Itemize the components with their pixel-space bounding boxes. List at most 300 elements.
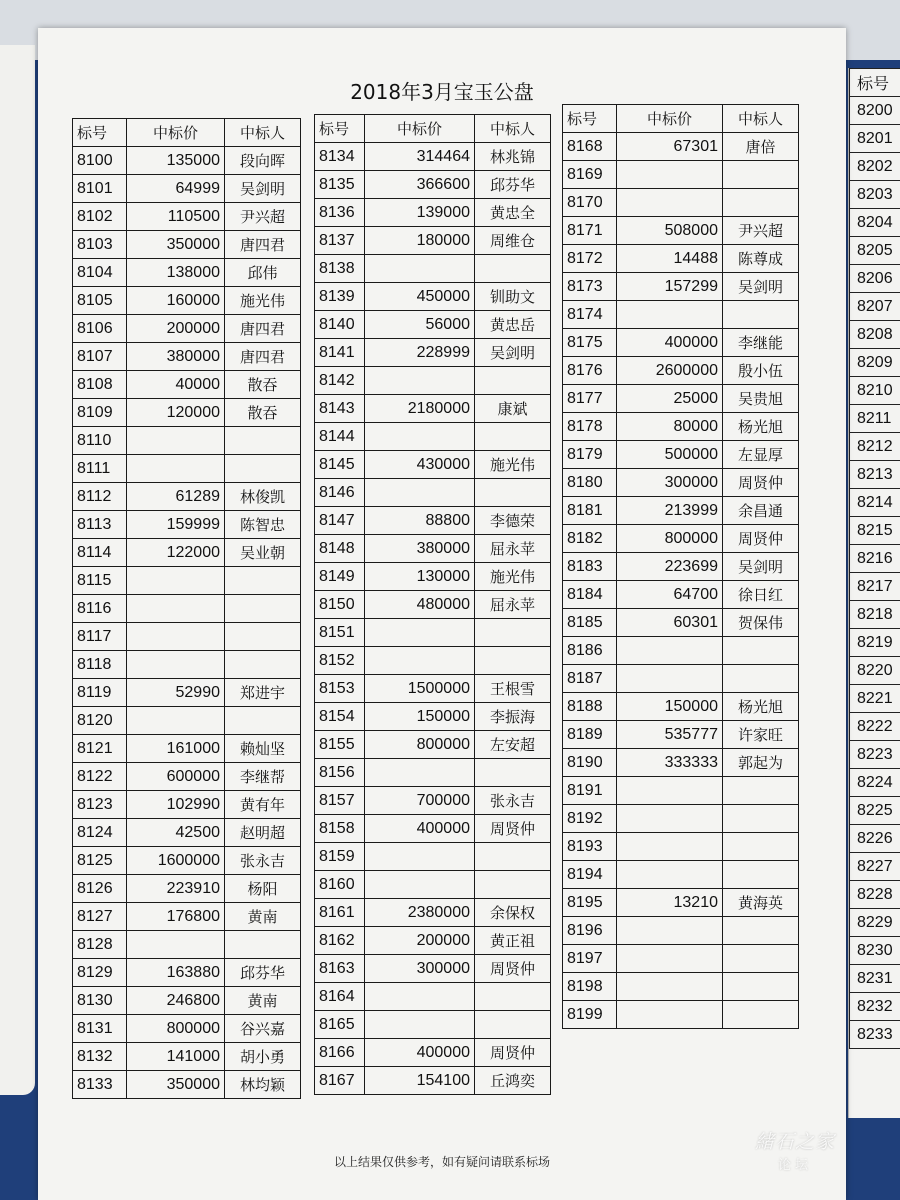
lot-number-cell: 8113 [73,511,127,539]
table-row [563,133,799,161]
winning-price-cell [617,861,723,889]
lot-number-cell: 8226 [850,825,900,853]
lot-number-cell: 8119 [73,679,127,707]
winning-price-cell: 180000 [365,227,475,255]
lot-number-cell: 8223 [850,741,900,769]
table-row [850,713,900,741]
table-row [850,209,900,237]
table-row [563,217,799,245]
winning-price-cell: 80000 [617,413,723,441]
lot-number-cell: 8124 [73,819,127,847]
lot-number-cell: 8179 [563,441,617,469]
winner-name-cell [475,843,551,871]
table-row [315,1067,551,1095]
table-row [563,665,799,693]
winning-price-cell [617,637,723,665]
winning-price-cell: 102990 [127,791,225,819]
table-row [315,563,551,591]
winner-name-cell [475,367,551,395]
winner-name-cell: 贺保伟 [723,609,799,637]
table-row [73,315,301,343]
table-row [850,769,900,797]
table-row [563,861,799,889]
header-price: 中标价 [127,119,225,147]
lot-number-cell: 8216 [850,545,900,573]
table-row [73,763,301,791]
watermark-line1: 緒石之家 [754,1131,835,1153]
winner-name-cell: 陈尊成 [723,245,799,273]
table-row [315,843,551,871]
table-row [73,595,301,623]
lot-number-cell: 8144 [315,423,365,451]
lot-number-cell: 8115 [73,567,127,595]
winning-price-cell: 508000 [617,217,723,245]
sheet-title: 2018年3月宝玉公盘 [350,80,534,104]
table-row [73,371,301,399]
winning-price-cell: 14488 [617,245,723,273]
lot-number-cell: 8176 [563,357,617,385]
table-row [563,385,799,413]
winning-price-cell [127,595,225,623]
winner-name-cell: 黄南 [225,903,301,931]
winning-price-cell [365,367,475,395]
winner-name-cell [723,833,799,861]
winner-name-cell: 段向晖 [225,147,301,175]
lot-number-cell: 8213 [850,461,900,489]
table-row [315,367,551,395]
table-row [563,189,799,217]
lot-number-cell: 8125 [73,847,127,875]
winner-name-cell [475,759,551,787]
winner-name-cell: 周贤仲 [723,525,799,553]
table-row [315,647,551,675]
winning-price-cell: 350000 [127,231,225,259]
table-row [850,405,900,433]
table-row [850,265,900,293]
table-row [850,433,900,461]
winner-name-cell: 散吞 [225,399,301,427]
lot-number-cell: 8210 [850,377,900,405]
lot-number-cell: 8160 [315,871,365,899]
table-row [73,567,301,595]
table-row [73,903,301,931]
winner-name-cell [475,1011,551,1039]
table-row [563,161,799,189]
table-row [315,395,551,423]
table-row [315,731,551,759]
table-row [315,507,551,535]
table-row [315,451,551,479]
lot-number-cell: 8225 [850,797,900,825]
table-row [315,927,551,955]
lot-number-cell: 8155 [315,731,365,759]
lot-number-cell: 8197 [563,945,617,973]
winning-price-cell [617,973,723,1001]
table-row [73,539,301,567]
winning-price-cell: 138000 [127,259,225,287]
table-row [315,899,551,927]
lot-number-cell: 8172 [563,245,617,273]
winning-price-cell [365,871,475,899]
winning-price-cell: 300000 [617,469,723,497]
table-row [850,489,900,517]
winning-price-cell: 333333 [617,749,723,777]
lot-number-cell: 8133 [73,1071,127,1099]
lot-number-cell: 8134 [315,143,365,171]
table-row [315,255,551,283]
winner-name-cell: 林俊凯 [225,483,301,511]
winning-price-cell [365,479,475,507]
winner-name-cell: 邱芬华 [225,959,301,987]
winning-price-cell: 800000 [365,731,475,759]
lot-number-cell: 8161 [315,899,365,927]
lot-number-cell: 8121 [73,735,127,763]
winner-name-cell: 钏助文 [475,283,551,311]
table-row [73,399,301,427]
table-row [315,703,551,731]
table-row [850,965,900,993]
table-row [73,1071,301,1099]
table-row [315,815,551,843]
lot-number-cell: 8132 [73,1043,127,1071]
winner-name-cell [723,189,799,217]
table-row [73,847,301,875]
lot-number-cell: 8117 [73,623,127,651]
winning-price-cell [617,917,723,945]
lot-number-cell: 8149 [315,563,365,591]
winning-price-cell: 141000 [127,1043,225,1071]
lot-number-cell: 8183 [563,553,617,581]
lot-number-cell: 8112 [73,483,127,511]
lot-number-cell: 8164 [315,983,365,1011]
table-row [73,791,301,819]
table-row [73,679,301,707]
table-row [563,833,799,861]
winning-price-cell: 200000 [127,315,225,343]
lot-number-cell: 8174 [563,301,617,329]
table-row [850,573,900,601]
table-row [73,819,301,847]
table-row [563,945,799,973]
winning-price-cell [127,707,225,735]
winning-price-cell: 64999 [127,175,225,203]
winning-price-cell [365,647,475,675]
table-row [850,601,900,629]
winning-price-cell: 700000 [365,787,475,815]
lot-number-cell: 8109 [73,399,127,427]
lot-number-cell: 8157 [315,787,365,815]
header-lot-number: 标号 [315,115,365,143]
winner-name-cell: 黄正祖 [475,927,551,955]
winner-name-cell: 黄有年 [225,791,301,819]
lot-number-cell: 8110 [73,427,127,455]
lot-number-cell: 8205 [850,237,900,265]
winning-price-cell: 2600000 [617,357,723,385]
table-row [563,721,799,749]
lot-number-cell: 8202 [850,153,900,181]
table-row [850,181,900,209]
winner-name-cell [723,805,799,833]
lot-number-cell: 8188 [563,693,617,721]
table-row [73,343,301,371]
winner-name-cell: 左显厚 [723,441,799,469]
winning-price-cell [617,777,723,805]
lot-number-cell: 8135 [315,171,365,199]
lot-number-cell: 8212 [850,433,900,461]
lot-number-cell: 8167 [315,1067,365,1095]
table-row [563,889,799,917]
lot-number-cell: 8204 [850,209,900,237]
lot-number-cell: 8194 [563,861,617,889]
winning-price-cell [127,455,225,483]
winner-name-cell [723,861,799,889]
table-row [563,329,799,357]
table-row [563,245,799,273]
lot-number-cell: 8180 [563,469,617,497]
winner-name-cell: 周贤仲 [475,955,551,983]
table-row [73,1015,301,1043]
lot-number-cell: 8229 [850,909,900,937]
winning-price-cell [127,567,225,595]
table-row [563,301,799,329]
winning-price-cell [365,619,475,647]
results-table-1 [72,118,301,1099]
winning-price-cell: 13210 [617,889,723,917]
winner-name-cell: 邱伟 [225,259,301,287]
winning-price-cell: 157299 [617,273,723,301]
table-row [850,825,900,853]
table-row [850,237,900,265]
winner-name-cell [723,917,799,945]
winner-name-cell: 吴剑明 [225,175,301,203]
table-row [850,517,900,545]
header-lot-number: 标号 [563,105,617,133]
winning-price-cell: 60301 [617,609,723,637]
winning-price-cell [617,665,723,693]
winner-name-cell: 许家旺 [723,721,799,749]
lot-number-cell: 8186 [563,637,617,665]
table-row [563,273,799,301]
lot-number-cell: 8147 [315,507,365,535]
winner-name-cell: 屈永苹 [475,535,551,563]
header-price: 中标价 [365,115,475,143]
lot-number-cell: 8182 [563,525,617,553]
table-row [850,153,900,181]
winning-price-cell [617,161,723,189]
table-row [73,175,301,203]
winning-price-cell: 56000 [365,311,475,339]
winner-name-cell: 唐四君 [225,315,301,343]
table-row [315,983,551,1011]
winning-price-cell: 300000 [365,955,475,983]
table-row [850,321,900,349]
winner-name-cell: 李德荣 [475,507,551,535]
lot-number-cell: 8181 [563,497,617,525]
lot-number-cell: 8227 [850,853,900,881]
table-row [850,545,900,573]
table-row [315,171,551,199]
lot-number-cell: 8178 [563,413,617,441]
table-row [850,97,900,125]
winner-name-cell [225,567,301,595]
winner-name-cell [475,647,551,675]
winning-price-cell: 228999 [365,339,475,367]
winning-price-cell [127,651,225,679]
lot-number-cell: 8170 [563,189,617,217]
winner-name-cell: 陈智忠 [225,511,301,539]
winning-price-cell: 139000 [365,199,475,227]
winner-name-cell: 周维仓 [475,227,551,255]
lot-number-cell: 8101 [73,175,127,203]
winning-price-cell: 380000 [127,343,225,371]
lot-number-cell: 8207 [850,293,900,321]
winner-name-cell: 胡小勇 [225,1043,301,1071]
winning-price-cell: 2380000 [365,899,475,927]
winner-name-cell: 施光伟 [475,563,551,591]
winning-price-cell: 1500000 [365,675,475,703]
winner-name-cell [475,983,551,1011]
winner-name-cell: 张永吉 [225,847,301,875]
lot-number-cell: 8185 [563,609,617,637]
lot-number-cell: 8159 [315,843,365,871]
results-sheet [38,28,846,1200]
lot-number-cell: 8190 [563,749,617,777]
lot-number-cell: 8211 [850,405,900,433]
winning-price-cell [617,189,723,217]
winning-price-cell: 223910 [127,875,225,903]
lot-number-cell: 8122 [73,763,127,791]
winning-price-cell: 61289 [127,483,225,511]
winning-price-cell [365,423,475,451]
table-row [850,629,900,657]
table-row [73,455,301,483]
winner-name-cell [475,423,551,451]
winning-price-cell: 450000 [365,283,475,311]
table-row [850,1021,900,1049]
winner-name-cell: 吴剑明 [723,273,799,301]
winning-price-cell: 163880 [127,959,225,987]
winner-name-cell: 黄忠全 [475,199,551,227]
table-row [315,759,551,787]
lot-number-cell: 8163 [315,955,365,983]
winner-name-cell [225,623,301,651]
table-row [315,339,551,367]
winner-name-cell: 唐四君 [225,343,301,371]
header-lot-number: 标号 [850,69,900,97]
header-winner: 中标人 [475,115,551,143]
winner-name-cell: 吴业朝 [225,539,301,567]
winning-price-cell: 64700 [617,581,723,609]
header-price: 中标价 [617,105,723,133]
winner-name-cell: 徐日红 [723,581,799,609]
lot-number-cell: 8192 [563,805,617,833]
winning-price-cell [365,983,475,1011]
winning-price-cell: 535777 [617,721,723,749]
winner-name-cell [225,455,301,483]
lot-number-cell: 8139 [315,283,365,311]
winner-name-cell: 林均颖 [225,1071,301,1099]
winning-price-cell: 213999 [617,497,723,525]
winner-name-cell: 唐四君 [225,231,301,259]
lot-number-cell: 8168 [563,133,617,161]
winning-price-cell [127,931,225,959]
table-row [73,287,301,315]
footer-note: 以上结果仅供参考，如有疑问请联系标场 [333,1155,550,1169]
winner-name-cell: 尹兴超 [723,217,799,245]
lot-number-cell: 8123 [73,791,127,819]
lot-number-cell: 8230 [850,937,900,965]
table-row [315,479,551,507]
lot-number-cell: 8158 [315,815,365,843]
lot-number-cell: 8136 [315,199,365,227]
winner-name-cell [475,479,551,507]
winning-price-cell: 154100 [365,1067,475,1095]
table-row [850,881,900,909]
table-row [563,917,799,945]
winning-price-cell: 430000 [365,451,475,479]
table-row [563,749,799,777]
winning-price-cell [365,255,475,283]
winning-price-cell: 52990 [127,679,225,707]
winning-price-cell: 314464 [365,143,475,171]
lot-number-cell: 8142 [315,367,365,395]
table-row [73,931,301,959]
table-row [563,553,799,581]
winner-name-cell: 吴贵旭 [723,385,799,413]
table-row [563,637,799,665]
lot-number-cell: 8199 [563,1001,617,1029]
table-row [315,311,551,339]
winning-price-cell: 150000 [365,703,475,731]
lot-number-cell: 8141 [315,339,365,367]
table-row [563,497,799,525]
winner-name-cell: 吴剑明 [475,339,551,367]
table-row [850,125,900,153]
winning-price-cell: 480000 [365,591,475,619]
winner-name-cell [475,255,551,283]
winning-price-cell: 1600000 [127,847,225,875]
winner-name-cell: 黄海英 [723,889,799,917]
table-row [73,259,301,287]
lot-number-cell: 8153 [315,675,365,703]
winning-price-cell [617,833,723,861]
winner-name-cell: 赖灿坚 [225,735,301,763]
winner-name-cell: 周贤仲 [723,469,799,497]
lot-number-cell: 8145 [315,451,365,479]
lot-number-cell: 8171 [563,217,617,245]
lot-number-cell: 8201 [850,125,900,153]
table-row [563,1001,799,1029]
lot-number-cell: 8217 [850,573,900,601]
winning-price-cell: 400000 [365,1039,475,1067]
winning-price-cell: 159999 [127,511,225,539]
winner-name-cell: 殷小伍 [723,357,799,385]
winning-price-cell [127,427,225,455]
table-row [73,147,301,175]
winner-name-cell: 周贤仲 [475,1039,551,1067]
lot-number-cell: 8130 [73,987,127,1015]
lot-number-cell: 8151 [315,619,365,647]
results-table-2 [314,114,551,1095]
table-row [73,735,301,763]
winning-price-cell: 200000 [365,927,475,955]
table-row [73,483,301,511]
header-row [73,119,301,147]
winning-price-cell [365,1011,475,1039]
winning-price-cell: 400000 [365,815,475,843]
winner-name-cell [723,637,799,665]
lot-number-cell: 8195 [563,889,617,917]
